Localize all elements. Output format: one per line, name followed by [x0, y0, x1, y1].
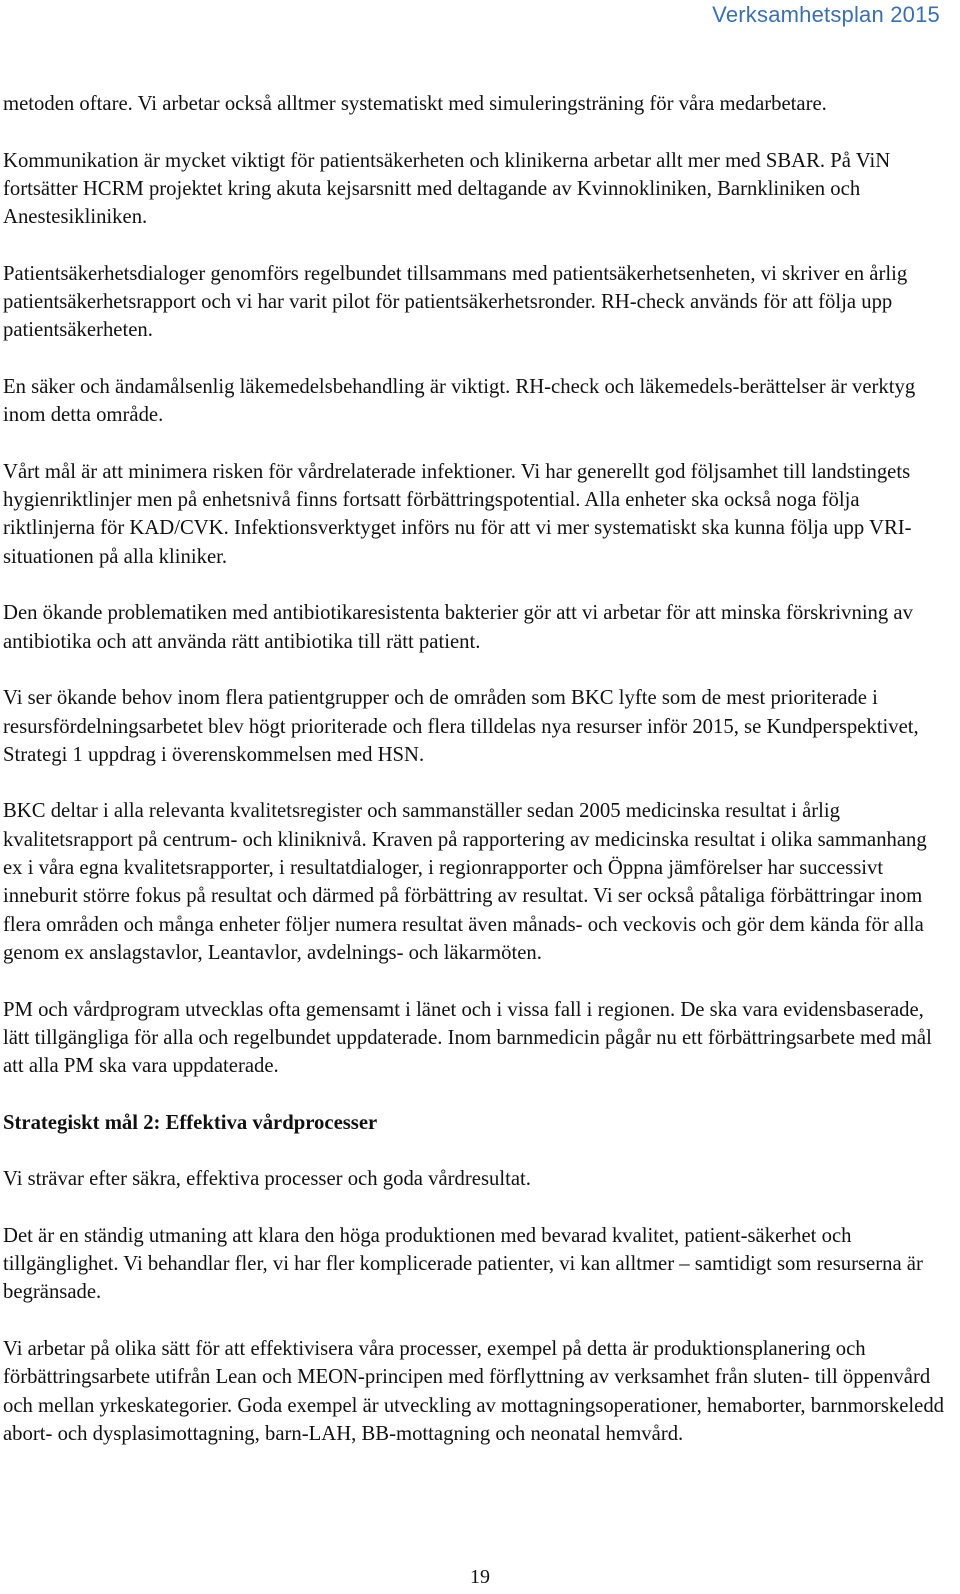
paragraph-strive: Vi strävar efter säkra, effektiva processer och goda vårdresultat.: [3, 1168, 531, 1191]
paragraph-efficiency: Vi arbetar på olika sätt för att effektivisera våra processer, exempel på detta är produktionsplanering och förbättringsarbete utifrån Lean och MEON-principen med förflyttning av verksamhet från sluten- till öppenvård och mellan yrkeskategorier. Goda exempel är utveckling av mottagningsoperationer, hemaborter, barnmorskeledd abort- och dysplasimottagning, barn-LAH, BB-mottagning och neonatal hemvård.: [3, 1338, 945, 1445]
paragraph-antibiotics: Den ökande problematiken med antibiotikaresistenta bakterier gör att vi arbetar för att minska förskrivning av antibiotika och att använda rätt antibiotika till rätt patient.: [3, 602, 913, 653]
paragraph-simulation: metoden oftare. Vi arbetar också alltmer systematiskt med simuleringsträning för våra medarbetare.: [3, 93, 827, 115]
paragraph-infections: Vårt mål är att minimera risken för vårdrelaterade infektioner. Vi har generellt god följsamhet till landstingets hygienriktlinjer men på enhetsnivå finns fortsatt förbättringspotential. Alla enheter ska också noga följa riktlinjerna för KAD/CVK. Infektionsverktyget införs nu för att vi mer systematiskt ska kunna följa upp VRI-situationen på alla kliniker.: [3, 460, 912, 568]
page-number: 19: [470, 1566, 490, 1588]
paragraph-communication: Kommunikation är mycket viktigt för patientsäkerheten och klinikerna arbetar allt mer med SBAR. På ViN fortsätter HCRM projektet kring akuta kejsarsnitt med deltagande av Kvinnokliniken, Barnkliniken och Anestesikliniken.: [3, 149, 891, 229]
paragraph-resources: Vi ser ökande behov inom flera patientgrupper och de områden som BKC lyfte som de mest prioriterade i resursfördelningsarbetet blev högt prioriterade och flera tilldelas nya resurser inför 2015, se Kundperspektivet, Strategi 1 uppdrag i överenskommelsen med HSN.: [3, 687, 919, 766]
document-body: [3, 90, 945, 1477]
paragraph-quality-registers: BKC deltar i alla relevanta kvalitetsregister och sammanställer sedan 2005 medicinska resultat i årlig kvalitetsrapport på centrum- och kliniknivå. Kraven på rapportering av medicinska resultat i olika sammanhang ex i våra egna kvalitetsrapporter, i resultatdialoger, i regionrapporter och Öppna jämförelser har successivt inneburit större fokus på resultat och därmed på förbättring av resultat. Vi ser också påtaliga förbättringar inom flera områden och många enheter följer numera resultat även månads- och veckovis och gör dem kända för alla genom ex anslagstavlor, Leantavlor, avdelnings- och läkarmöten.: [3, 800, 927, 964]
section-heading-strategic-goal-2: Strategiskt mål 2: Effektiva vårdprocesser: [3, 1111, 378, 1134]
paragraph-pm-care-programs: PM och vårdprogram utvecklas ofta gemensamt i länet och i vissa fall i regionen. De ska vara evidensbaserade, lätt tillgängliga för alla och regelbundet uppdaterade. Inom barnmedicin pågår nu ett förbättringsarbete med mål att alla PM ska vara uppdaterade.: [3, 998, 932, 1078]
document-header-title: Verksamhetsplan 2015: [712, 2, 940, 27]
paragraph-safety-dialogues: Patientsäkerhetsdialoger genomförs regelbundet tillsammans med patientsäkerhetsenheten, vi skriver en årlig patientsäkerhetsrapport och vi har varit pilot för patientsäkerhetsronder. RH-check används för att följa upp patientsäkerheten.: [3, 262, 908, 342]
paragraph-medication: En säker och ändamålsenlig läkemedelsbehandling är viktigt. RH-check och läkemedels-berättelser är verktyg inom detta område.: [3, 375, 916, 427]
paragraph-challenge: Det är en ständig utmaning att klara den höga produktionen med bevarad kvalitet, patient-säkerhet och tillgänglighet. Vi behandlar fler, vi har fler komplicerade patienter, vi kan alltmer – samtidigt som resurserna är begränsade.: [3, 1224, 923, 1304]
